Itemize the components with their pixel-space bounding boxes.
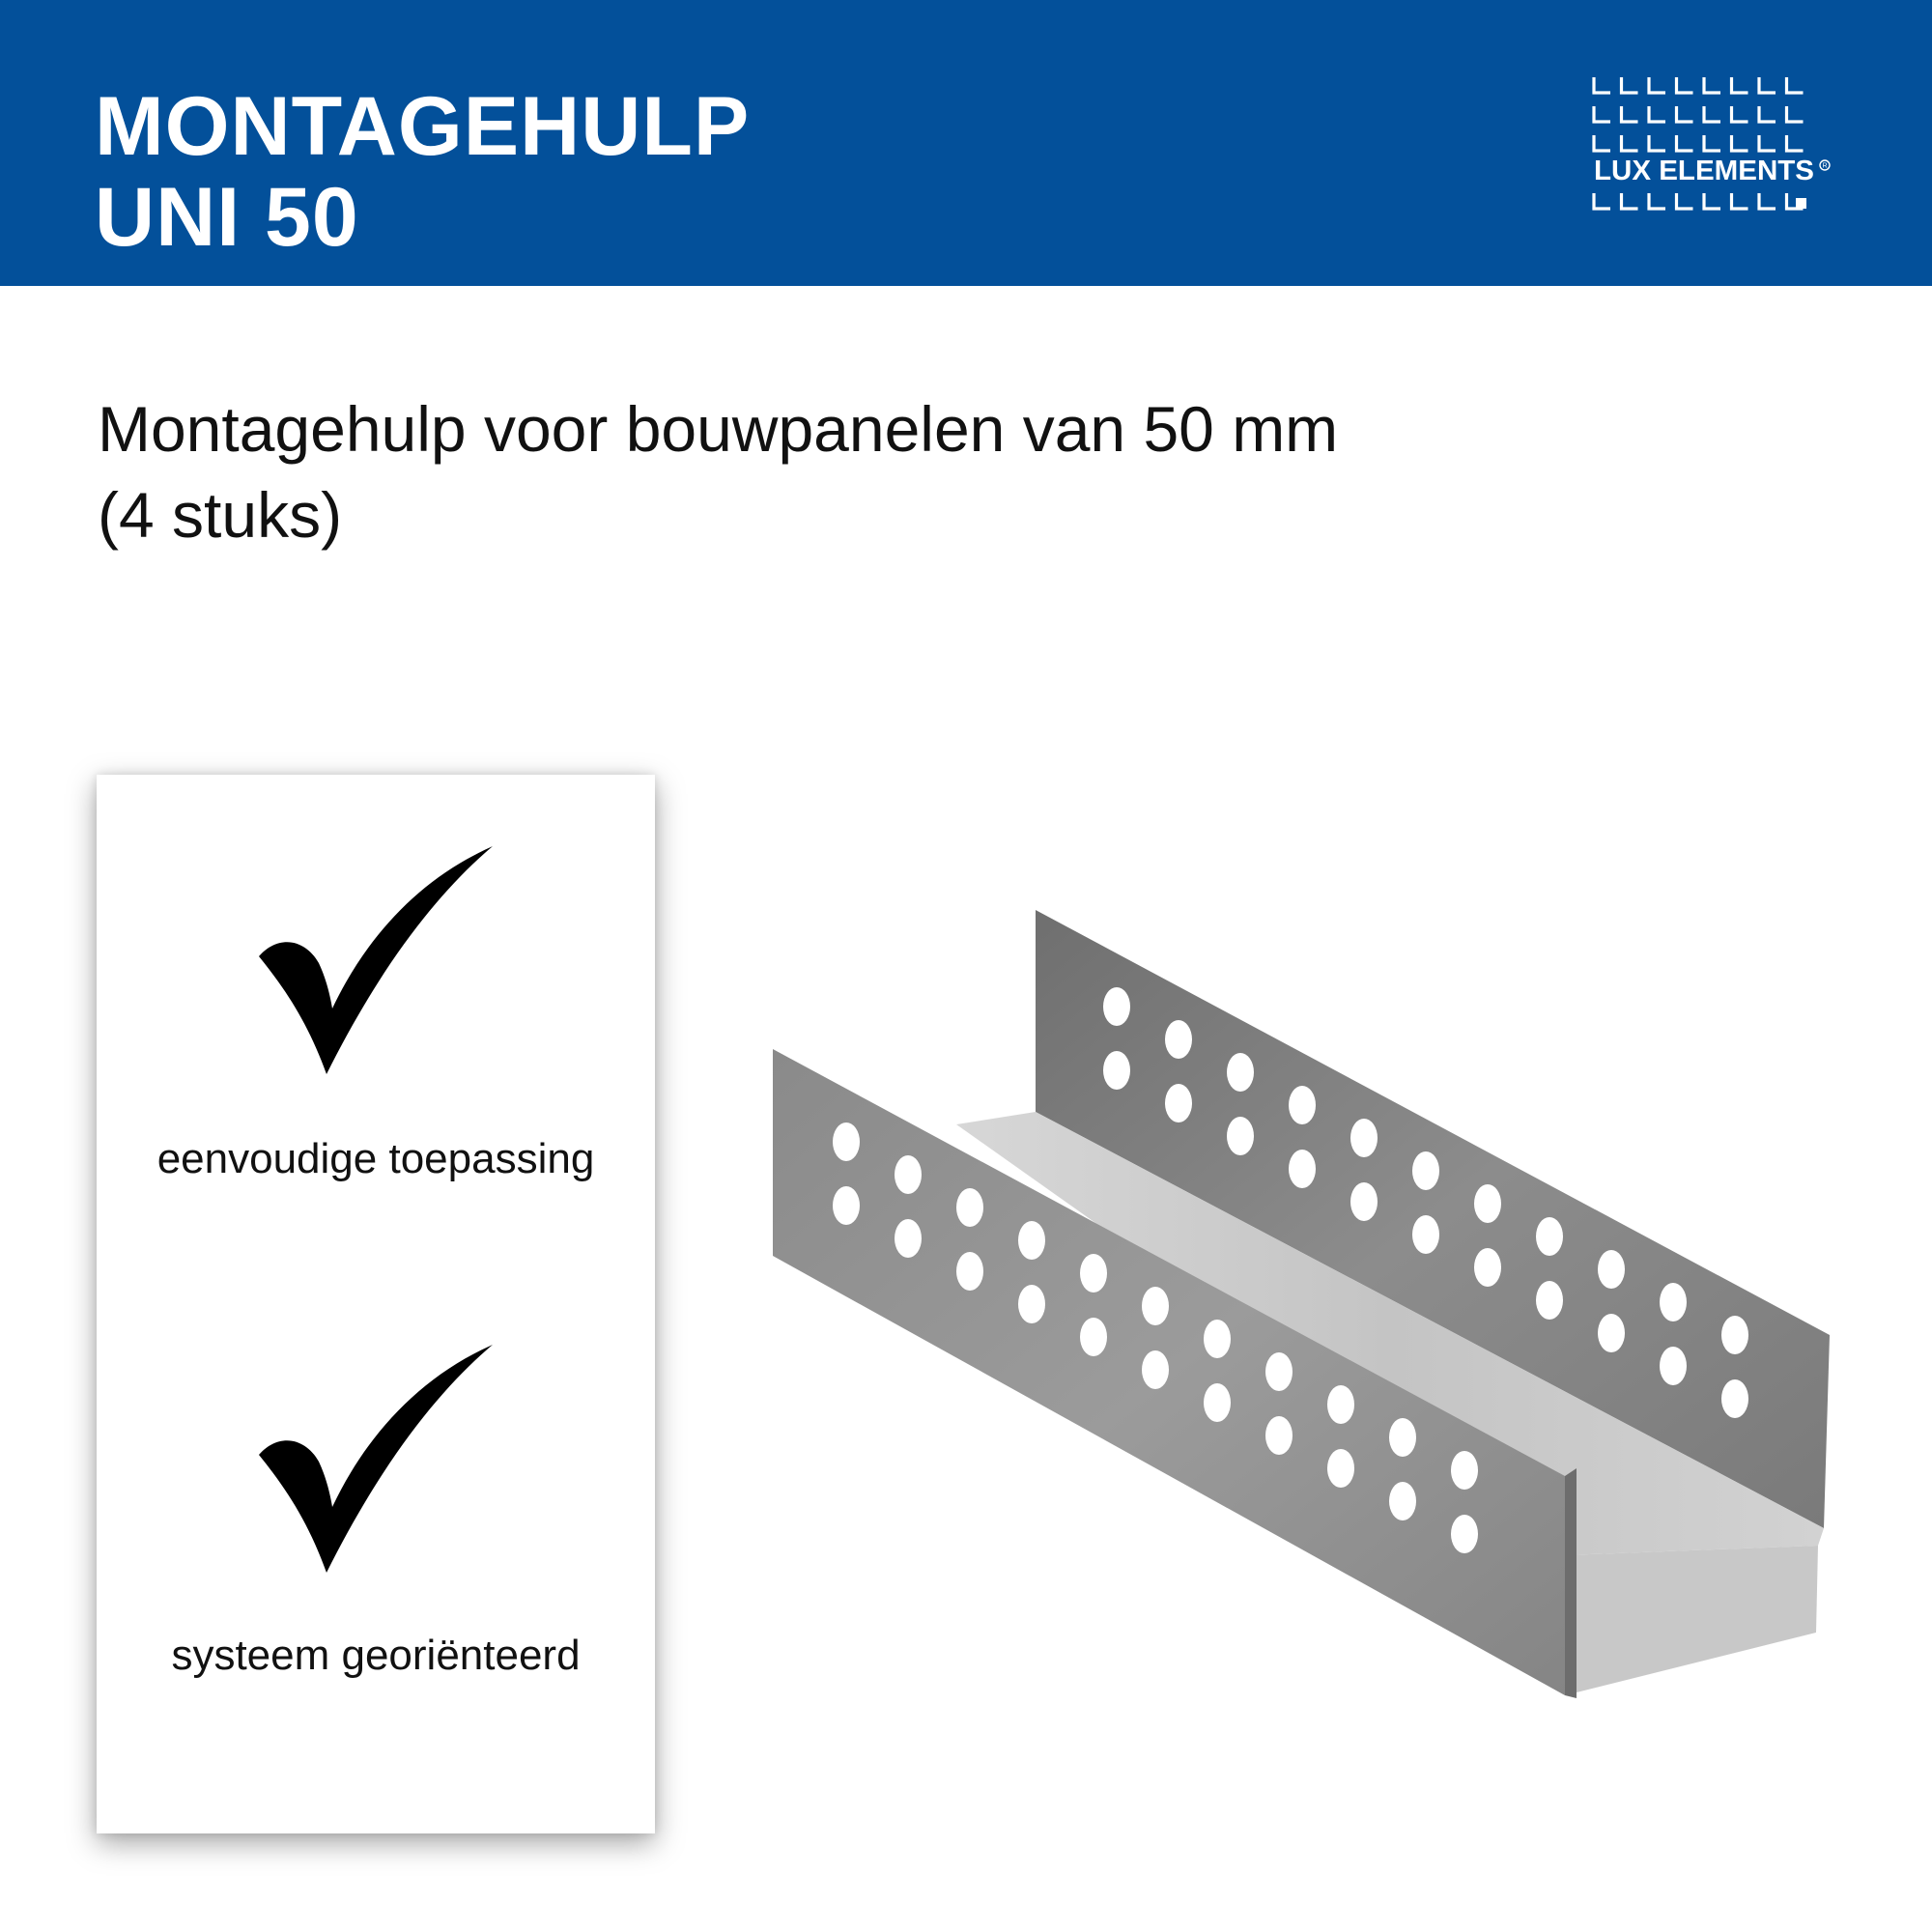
brand-name: LUX ELEMENTS: [1594, 156, 1814, 186]
product-title: [95, 81, 750, 263]
svg-text:R: R: [1822, 162, 1828, 170]
title-line-2: UNI 50: [95, 171, 359, 264]
checkmark-icon: [249, 1341, 500, 1582]
title-line-1: MONTAGEHULP: [95, 80, 751, 173]
feature-card: [97, 775, 655, 1833]
header-banner: [0, 0, 1932, 286]
product-description: [98, 386, 1338, 558]
feature-label: eenvoudige toepassing: [156, 1135, 595, 1182]
lux-elements-logo: [1584, 71, 1835, 226]
checkmark-icon: [249, 842, 500, 1084]
description-line-1: Montagehulp voor bouwpanelen van 50 mm: [98, 393, 1339, 465]
description-line-2: (4 stuks): [98, 479, 343, 551]
perforated-u-profile-image: [744, 889, 1884, 1719]
feature-label: systeem georiënteerd: [171, 1632, 581, 1679]
